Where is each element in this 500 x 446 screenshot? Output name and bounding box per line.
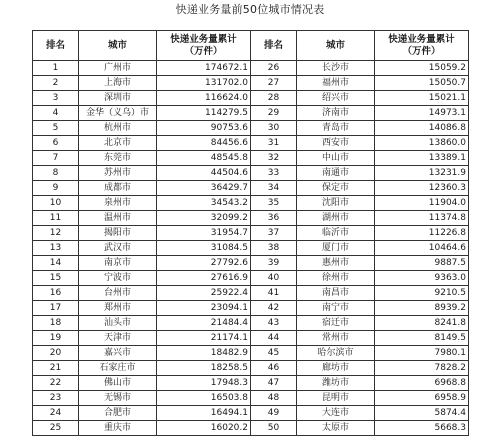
header-city-right: 城市 [297,31,375,61]
volume-cell: 15021.1 [375,91,469,106]
city-cell: 济南市 [297,106,375,121]
city-cell: 深圳市 [79,91,157,106]
city-cell: 哈尔滨市 [297,346,375,361]
rank-cell: 16 [33,286,79,301]
city-cell: 东莞市 [79,151,157,166]
rank-cell: 11 [33,211,79,226]
rank-cell: 12 [33,226,79,241]
rank-cell: 10 [33,196,79,211]
volume-cell: 9210.5 [375,286,469,301]
city-cell: 天津市 [79,331,157,346]
volume-cell: 9363.0 [375,271,469,286]
city-cell: 金华（义乌）市 [79,106,157,121]
header-volume-unit: （万件） [402,45,441,57]
table-body [33,61,469,436]
city-cell: 武汉市 [79,241,157,256]
table-row [33,121,469,136]
city-cell: 汕头市 [79,316,157,331]
city-ranking-table [32,30,469,436]
rank-cell: 18 [33,316,79,331]
volume-cell: 9887.5 [375,256,469,271]
table-row [33,136,469,151]
header-volume-unit: （万件） [184,45,223,57]
volume-cell: 32099.2 [157,211,251,226]
rank-cell: 35 [251,196,297,211]
volume-cell: 11374.8 [375,211,469,226]
rank-cell: 43 [251,316,297,331]
volume-cell: 21174.1 [157,331,251,346]
city-cell: 上海市 [79,76,157,91]
table-row [33,211,469,226]
volume-cell: 27616.9 [157,271,251,286]
city-cell: 湖州市 [297,211,375,226]
table-row [33,346,469,361]
city-cell: 惠州市 [297,256,375,271]
volume-cell: 131702.0 [157,76,251,91]
volume-cell: 15050.7 [375,76,469,91]
header-volume-right [375,31,469,61]
table-row [33,241,469,256]
rank-cell: 2 [33,76,79,91]
rank-cell: 17 [33,301,79,316]
city-cell: 杭州市 [79,121,157,136]
volume-cell: 7980.1 [375,346,469,361]
table-row [33,406,469,421]
rank-cell: 30 [251,121,297,136]
city-cell: 中山市 [297,151,375,166]
table-row [33,316,469,331]
volume-cell: 17948.3 [157,376,251,391]
city-cell: 郑州市 [79,301,157,316]
rank-cell: 38 [251,241,297,256]
volume-cell: 13231.9 [375,166,469,181]
rank-cell: 40 [251,271,297,286]
table-row [33,286,469,301]
volume-cell: 8241.8 [375,316,469,331]
city-cell: 合肥市 [79,406,157,421]
rank-cell: 20 [33,346,79,361]
city-cell: 绍兴市 [297,91,375,106]
rank-cell: 23 [33,391,79,406]
city-cell: 温州市 [79,211,157,226]
table-row [33,376,469,391]
volume-cell: 15059.2 [375,61,469,76]
table-row [33,361,469,376]
rank-cell: 50 [251,421,297,436]
volume-cell: 14086.8 [375,121,469,136]
table-row [33,331,469,346]
rank-cell: 27 [251,76,297,91]
document-title: 快递业务量前50位城市情况表 [175,3,325,16]
city-cell: 常州市 [297,331,375,346]
city-cell: 揭阳市 [79,226,157,241]
city-cell: 徐州市 [297,271,375,286]
volume-cell: 6968.8 [375,376,469,391]
rank-cell: 15 [33,271,79,286]
volume-cell: 21484.4 [157,316,251,331]
volume-cell: 10464.6 [375,241,469,256]
volume-cell: 114279.5 [157,106,251,121]
rank-cell: 46 [251,361,297,376]
volume-cell: 11226.8 [375,226,469,241]
city-cell: 宁波市 [79,271,157,286]
volume-cell: 8149.5 [375,331,469,346]
rank-cell: 48 [251,391,297,406]
volume-cell: 31954.7 [157,226,251,241]
rank-cell: 45 [251,346,297,361]
city-cell: 重庆市 [79,421,157,436]
volume-cell: 36429.7 [157,181,251,196]
table-row [33,226,469,241]
rank-cell: 36 [251,211,297,226]
rank-cell: 4 [33,106,79,121]
rank-cell: 26 [251,61,297,76]
city-cell: 厦门市 [297,241,375,256]
rank-cell: 47 [251,376,297,391]
city-cell: 南宁市 [297,301,375,316]
city-cell: 嘉兴市 [79,346,157,361]
rank-cell: 5 [33,121,79,136]
rank-cell: 41 [251,286,297,301]
table-row [33,271,469,286]
rank-cell: 31 [251,136,297,151]
table-row [33,256,469,271]
header-rank-left: 排名 [33,31,79,61]
volume-cell: 174672.1 [157,61,251,76]
volume-cell: 14973.1 [375,106,469,121]
city-cell: 石家庄市 [79,361,157,376]
rank-cell: 8 [33,166,79,181]
rank-cell: 25 [33,421,79,436]
rank-cell: 33 [251,166,297,181]
city-cell: 临沂市 [297,226,375,241]
city-cell: 成都市 [79,181,157,196]
city-cell: 宿迁市 [297,316,375,331]
rank-cell: 21 [33,361,79,376]
rank-cell: 44 [251,331,297,346]
volume-cell: 116624.0 [157,91,251,106]
volume-cell: 23094.1 [157,301,251,316]
city-cell: 青岛市 [297,121,375,136]
volume-cell: 34543.2 [157,196,251,211]
city-cell: 沈阳市 [297,196,375,211]
rank-cell: 24 [33,406,79,421]
city-cell: 长沙市 [297,61,375,76]
rank-cell: 22 [33,376,79,391]
city-cell: 苏州市 [79,166,157,181]
city-cell: 南通市 [297,166,375,181]
rank-cell: 13 [33,241,79,256]
rank-cell: 7 [33,151,79,166]
table-row [33,196,469,211]
city-cell: 佛山市 [79,376,157,391]
city-cell: 泉州市 [79,196,157,211]
volume-cell: 5874.4 [375,406,469,421]
table-row [33,421,469,436]
rank-cell: 34 [251,181,297,196]
city-cell: 无锡市 [79,391,157,406]
table-row [33,181,469,196]
rank-cell: 28 [251,91,297,106]
volume-cell: 25922.4 [157,286,251,301]
volume-cell: 31084.5 [157,241,251,256]
volume-cell: 12360.3 [375,181,469,196]
table-row [33,301,469,316]
volume-cell: 8939.2 [375,301,469,316]
rank-cell: 9 [33,181,79,196]
header-volume-left [157,31,251,61]
table-row [33,151,469,166]
volume-cell: 16494.1 [157,406,251,421]
rank-cell: 49 [251,406,297,421]
rank-cell: 37 [251,226,297,241]
volume-cell: 18258.5 [157,361,251,376]
volume-cell: 18482.9 [157,346,251,361]
table-row [33,166,469,181]
table-row [33,106,469,121]
table-row [33,91,469,106]
city-cell: 太原市 [297,421,375,436]
volume-cell: 7828.2 [375,361,469,376]
rank-cell: 39 [251,256,297,271]
volume-cell: 16503.8 [157,391,251,406]
table-header-row [33,31,469,61]
table-row [33,391,469,406]
table-row [33,76,469,91]
city-cell: 西安市 [297,136,375,151]
rank-cell: 3 [33,91,79,106]
rank-cell: 32 [251,151,297,166]
city-cell: 南京市 [79,256,157,271]
volume-cell: 5668.3 [375,421,469,436]
rank-cell: 29 [251,106,297,121]
volume-cell: 84456.6 [157,136,251,151]
volume-cell: 13860.0 [375,136,469,151]
rank-cell: 14 [33,256,79,271]
city-cell: 大连市 [297,406,375,421]
rank-cell: 6 [33,136,79,151]
city-cell: 北京市 [79,136,157,151]
header-city-left: 城市 [79,31,157,61]
city-cell: 广州市 [79,61,157,76]
header-volume-label: 快递业务量累计 [170,33,237,45]
rank-cell: 42 [251,301,297,316]
city-cell: 廊坊市 [297,361,375,376]
volume-cell: 48545.8 [157,151,251,166]
table-row [33,61,469,76]
city-cell: 台州市 [79,286,157,301]
rank-cell: 19 [33,331,79,346]
volume-cell: 6958.9 [375,391,469,406]
header-volume-label: 快递业务量累计 [388,33,455,45]
rank-cell: 1 [33,61,79,76]
volume-cell: 16020.2 [157,421,251,436]
volume-cell: 11904.0 [375,196,469,211]
city-cell: 潍坊市 [297,376,375,391]
volume-cell: 27792.6 [157,256,251,271]
volume-cell: 13389.1 [375,151,469,166]
header-rank-right: 排名 [251,31,297,61]
city-cell: 昆明市 [297,391,375,406]
city-cell: 保定市 [297,181,375,196]
volume-cell: 44504.6 [157,166,251,181]
volume-cell: 90753.6 [157,121,251,136]
city-cell: 南昌市 [297,286,375,301]
city-cell: 福州市 [297,76,375,91]
